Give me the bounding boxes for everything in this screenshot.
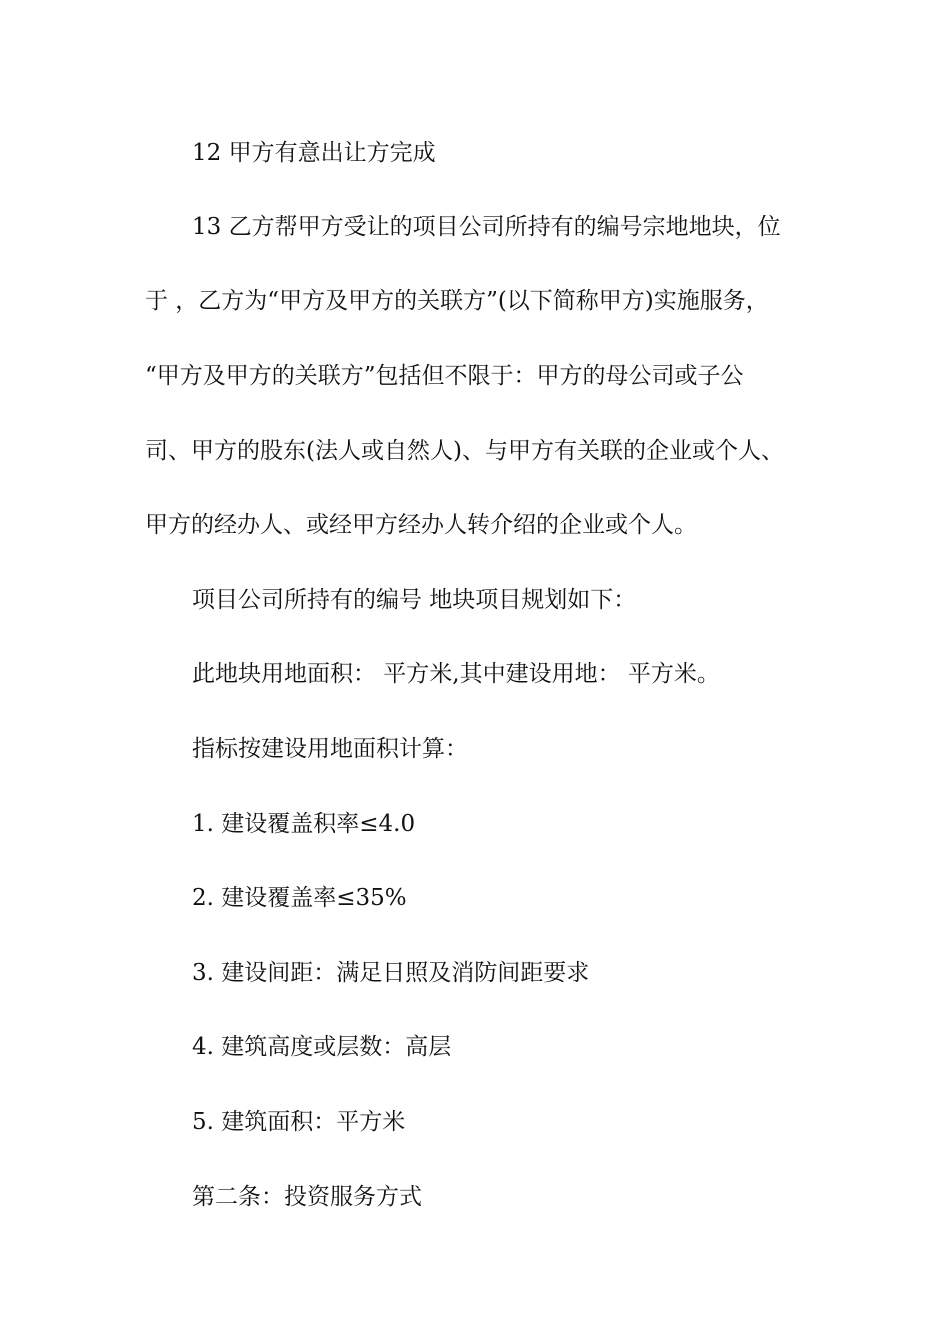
paragraph-line-13: 13 乙方帮甲方受让的项目公司所持有的编号宗地地块，位 (192, 214, 781, 240)
paragraph-line-13-cont-1: 于 ，乙方为“甲方及甲方的关联方”(以下简称甲方)实施服务， (145, 288, 769, 314)
paragraph-line-13-cont-4: 甲方的经办人、或经甲方经办人转介绍的企业或个人。 (145, 512, 697, 538)
plan-intro-line: 项目公司所持有的编号 地块项目规划如下： (192, 587, 637, 613)
indicator-basis-line: 指标按建设用地面积计算： (192, 736, 468, 762)
land-area-line: 此地块用地面积： 平方米,其中建设用地： 平方米。 (192, 661, 720, 687)
paragraph-line-13-cont-3: 司、甲方的股东(法人或自然人)、与甲方有关联的企业或个人、 (145, 438, 784, 464)
paragraph-line-13-cont-2: “甲方及甲方的关联方”包括但不限于：甲方的母公司或子公 (145, 363, 744, 389)
paragraph-line-12: 12 甲方有意出让方完成 (192, 140, 436, 166)
list-item-3: 3. 建设间距：满足日照及消防间距要求 (192, 960, 590, 986)
section-heading: 第二条：投资服务方式 (192, 1184, 422, 1210)
list-item-5: 5. 建筑面积：平方米 (192, 1109, 406, 1135)
list-item-4: 4. 建筑高度或层数：高层 (192, 1034, 452, 1060)
list-item-2: 2. 建设覆盖率≤35% (192, 885, 407, 911)
list-item-1: 1. 建设覆盖积率≤4.0 (192, 811, 416, 837)
